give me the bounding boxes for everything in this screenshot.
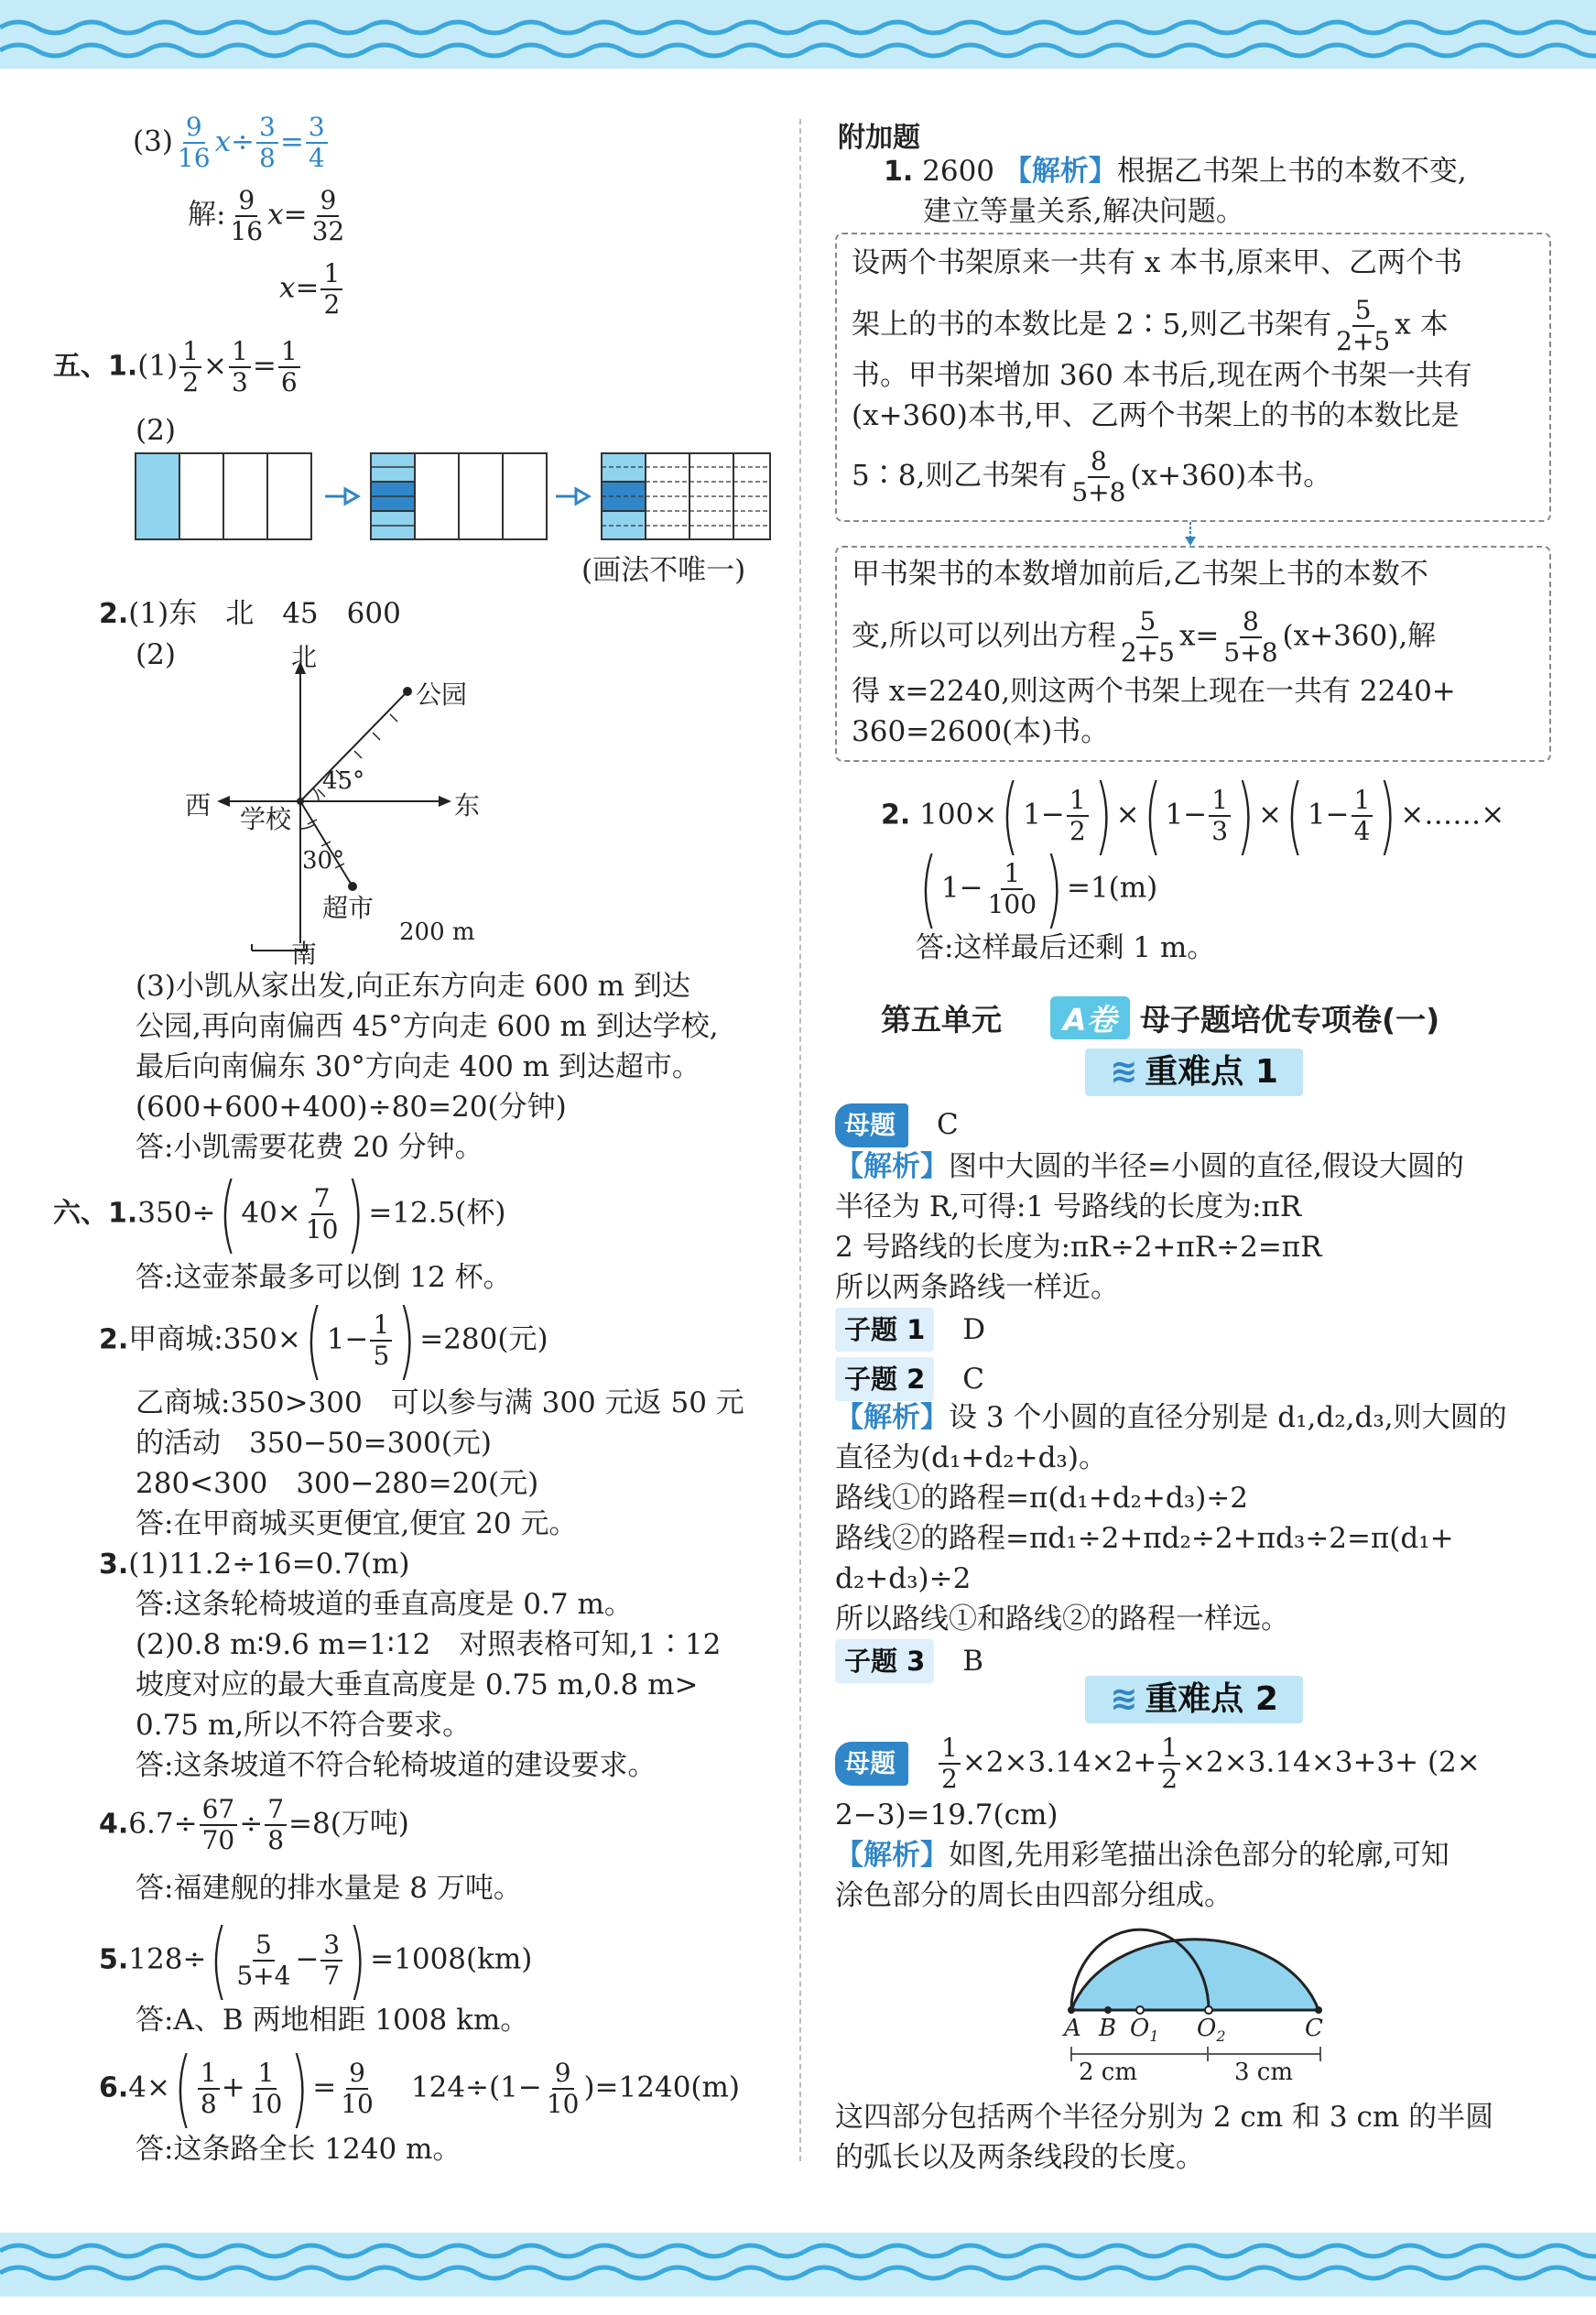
q2-label: 2.	[99, 598, 129, 630]
op: ÷	[239, 1807, 264, 1841]
q2-3-line: 公园,再向南偏西 45°方向走 600 m 到达学校,	[136, 1010, 719, 1043]
arrow-2-icon	[556, 489, 589, 504]
key-point-label: 重难点 2	[1145, 1680, 1278, 1718]
s6-q2-line: 答:在甲商城买更便宜,便宜 20 元。	[136, 1507, 578, 1540]
e1-text: 建立等量关系,解决问题。	[923, 195, 1244, 228]
paren-close: )	[290, 2039, 309, 2137]
paper-badge: A卷	[1050, 996, 1130, 1039]
label-angle-45: 45°	[322, 767, 365, 795]
expr-pre: 350÷	[137, 1196, 216, 1230]
frac-num: 9	[552, 2060, 574, 2090]
point-C: C	[1305, 2015, 1323, 2042]
paren-open: (	[1286, 766, 1304, 864]
frac-den: 8	[267, 1825, 285, 1855]
frac-den: 4	[1353, 816, 1371, 846]
var-x: x=	[267, 198, 308, 232]
label-park: 公园	[416, 679, 468, 710]
q3-label: (3)	[133, 125, 173, 158]
s6-q3-line: 0.75 m,所以不符合要求。	[136, 1709, 472, 1742]
e1-line-1	[884, 151, 1467, 192]
m2-analysis-1	[835, 1835, 1449, 1875]
sub2-text: 直径为(d₁+d₂+d₃)。	[835, 1441, 1107, 1474]
paren-open: (	[1143, 766, 1162, 864]
frac-den: 16	[230, 216, 264, 246]
frac-num: 67	[200, 1797, 238, 1826]
box1-line: 书。甲书架增加 360 本书后,现在两个书架一共有	[852, 359, 1472, 392]
analysis-tag: 【解析】	[835, 1401, 949, 1434]
column-divider	[799, 119, 801, 2161]
expr-mid: 1−	[326, 1322, 369, 1356]
unit-name: 第五单元	[881, 1002, 1002, 1038]
frac-num: 3	[306, 114, 328, 144]
box1-text: 架上的书的本数比是 2∶5,则乙书架有	[852, 308, 1332, 342]
op: −	[295, 1942, 320, 1976]
q-label: 5.	[99, 1943, 129, 1976]
expr-part: ×2×3.14×3+3+ (2×	[1182, 1745, 1481, 1779]
s6-q3-line-1	[99, 1544, 410, 1585]
op: =	[279, 125, 304, 158]
var-x: x	[214, 125, 232, 158]
box2-text: 变,所以可以列出方程	[852, 619, 1116, 653]
s6-q3-line: 答:这条坡道不符合轮椅坡道的建设要求。	[136, 1749, 657, 1782]
frac-num: 1	[1001, 861, 1023, 890]
point-O1-letter: O	[1130, 2015, 1150, 2042]
analysis-tag: 【解析】	[835, 1150, 949, 1183]
box2-line: 甲书架书的本数增加前后,乙书架上书的本数不	[852, 558, 1428, 591]
mother-2	[835, 1735, 1481, 1792]
box1-text: x 本	[1395, 308, 1449, 342]
expr-mid: 40×	[241, 1196, 301, 1230]
frac-den: 2+5	[1120, 637, 1175, 668]
paren-open: (	[1001, 766, 1020, 864]
key-point-2	[1085, 1676, 1303, 1723]
point-O1	[1130, 2015, 1159, 2045]
frac-den: 8	[259, 143, 276, 173]
box1-line: (x+360)本书,甲、乙两个书架上的书的本数比是	[852, 399, 1460, 432]
frac-num: 5	[1136, 609, 1158, 638]
paren-open: (	[919, 840, 938, 938]
frac-den: 2	[1069, 816, 1086, 846]
q-label: 2.	[99, 1323, 129, 1356]
sub2-text: 路线②的路程=πd₁÷2+πd₂÷2+πd₃÷2=π(d₁+	[835, 1522, 1454, 1555]
frac-den: 2+5	[1336, 326, 1391, 356]
frac-den: 10	[249, 2089, 283, 2119]
paren-open: (	[174, 2039, 192, 2137]
label-west: 西	[185, 790, 212, 821]
grid-2	[371, 453, 547, 539]
q2-sub-2: (2)	[136, 638, 176, 671]
frac-den: 5+8	[1071, 477, 1126, 507]
e2-answer: 答:这样最后还剩 1 m。	[916, 931, 1216, 964]
s6-answer-1: 答:这壶茶最多可以倒 12 杯。	[136, 1261, 512, 1294]
unit-title	[881, 996, 1439, 1039]
m1-text: 半径为 R,可得:1 号路线的长度为:πR	[835, 1190, 1302, 1223]
e2-line-2	[916, 840, 1158, 938]
answer: D	[962, 1313, 986, 1346]
frac-den: 3	[232, 367, 248, 397]
frac-num: 5	[1352, 298, 1374, 327]
frac-num: 3	[320, 1932, 342, 1962]
expr-post: =1(m)	[1066, 871, 1158, 905]
frac-num: 1	[229, 339, 251, 368]
m1-text: 所以两条路线一样近。	[835, 1271, 1119, 1304]
solution-line-1	[188, 185, 349, 246]
e1-text: 根据乙书架上书的本数不变,	[1116, 155, 1467, 188]
m1-text: 2 号路线的长度为:πR÷2+πR÷2=πR	[835, 1231, 1322, 1264]
frac-den: 5+4	[236, 1961, 291, 1991]
frac-num: 3	[256, 114, 278, 144]
expr-mid: 124÷(1−	[410, 2070, 542, 2104]
s6-q4	[99, 1794, 409, 1855]
draw-note: (画法不唯一)	[581, 554, 746, 587]
sub2-text: 设 3 个小圆的直径分别是 d₁,d₂,d₃,则大圆的	[949, 1401, 1507, 1434]
op: ×	[1257, 798, 1282, 831]
frac-num: 1	[255, 2060, 277, 2090]
analysis-tag: 【解析】	[835, 1839, 949, 1872]
fraction-drawing	[133, 451, 774, 551]
var-x: x=	[279, 271, 320, 305]
expr-post: =280(元)	[419, 1322, 548, 1356]
top-wave-band	[0, 0, 1596, 82]
length-3cm: 3 cm	[1234, 2059, 1294, 2086]
q3-equation	[133, 114, 330, 171]
paren-close: )	[1236, 766, 1254, 864]
sub-1	[835, 1308, 985, 1352]
s6-q3-line: (2)0.8 m∶9.6 m=1∶12 对照表格可知,1∶12	[136, 1628, 722, 1661]
q2-3-line: 答:小凯需要花费 20 分钟。	[136, 1131, 483, 1164]
frac-den: 7	[323, 1961, 341, 1991]
frac-num: 9	[317, 188, 339, 217]
frac-den: 10	[305, 1214, 339, 1244]
s6-q5	[99, 1911, 533, 2009]
mother-tag: 母题	[835, 1103, 908, 1147]
q2-3-line: 最后向南偏东 30°方向走 400 m 到达超市。	[136, 1050, 700, 1083]
frac-den: 16	[177, 143, 211, 173]
op: =	[252, 349, 277, 383]
s6-q1	[53, 1165, 506, 1263]
paren-close: )	[1045, 840, 1063, 938]
m2-text: 涂色部分的周长由四部分组成。	[835, 1879, 1232, 1912]
expr-part: 1−	[1307, 798, 1350, 831]
frac-den: 2	[941, 1764, 958, 1794]
expr-post: )=1240(m)	[583, 2070, 740, 2104]
paren-close: )	[1378, 766, 1397, 864]
wave-icon: ≋	[1110, 1053, 1138, 1091]
label-scale: 200 m	[399, 918, 475, 946]
s6-q3-line: 坡度对应的最大垂直高度是 0.75 m,0.8 m>	[136, 1668, 699, 1701]
box1-line-5	[852, 446, 1332, 507]
frac-num: 1	[198, 2060, 220, 2090]
sub-label: (1)	[137, 349, 179, 383]
expr-pre: 100×	[919, 798, 998, 831]
frac-num: 1	[179, 339, 201, 368]
frac-den: 10	[341, 2089, 374, 2119]
expr-tail: ×……×	[1400, 798, 1505, 831]
down-arrow-icon	[1181, 520, 1200, 548]
sub-3	[835, 1639, 983, 1683]
expr-part: ×2×3.14×2+	[961, 1745, 1157, 1779]
frac-den: 6	[280, 367, 298, 397]
sub2-line-1	[835, 1397, 1507, 1438]
mother-1	[835, 1103, 959, 1147]
sub2-text: 路线①的路程=π(d₁+d₂+d₃)÷2	[835, 1482, 1248, 1515]
box1-text: 5∶8,则乙书架有	[852, 459, 1068, 493]
e2-line-1	[881, 766, 1505, 864]
section-6-label: 六、1.	[53, 1197, 138, 1230]
answer: C	[937, 1108, 959, 1141]
point-B: B	[1099, 2015, 1117, 2042]
box2-text: (x+360),解	[1282, 619, 1437, 653]
s6-answer-5: 答:A、B 两地相距 1008 km。	[136, 2004, 529, 2037]
frac-num: 7	[265, 1797, 287, 1826]
frac-den: 5	[373, 1341, 390, 1371]
frac-num: 1	[939, 1735, 961, 1765]
box1-line: 设两个书架原来一共有 x 本书,原来甲、乙两个书	[852, 246, 1463, 279]
m1-line-1	[835, 1147, 1464, 1187]
answer: C	[962, 1363, 985, 1396]
frac-den: 10	[546, 2089, 580, 2119]
point-O2-letter: O	[1197, 2015, 1217, 2042]
q2-line-1	[99, 593, 401, 635]
s6-q6	[99, 2039, 740, 2137]
frac-den: 70	[201, 1825, 235, 1855]
label-north: 北	[291, 642, 318, 672]
frac-den: 3	[1211, 816, 1229, 846]
bottom-wave-band	[0, 2233, 1596, 2315]
expr-post: =12.5(杯)	[368, 1196, 506, 1230]
expr-pre: 4×	[128, 2070, 170, 2104]
paper-title: 母子题培优专项卷(一)	[1140, 1002, 1440, 1038]
s5-q2-label: (2)	[136, 414, 176, 447]
expr-pre: 甲商城:350×	[128, 1322, 301, 1356]
frac-num: 1	[1209, 788, 1231, 817]
frac-den: 2	[182, 367, 200, 397]
final-text: 的弧长以及两条线段的长度。	[835, 2141, 1204, 2174]
q2-3-line: (600+600+400)÷80=20(分钟)	[136, 1091, 567, 1124]
frac-num: 1	[1352, 788, 1373, 817]
analysis-tag: 【解析】	[1003, 155, 1117, 188]
frac-den: 2	[323, 289, 341, 320]
frac-num: 8	[1088, 449, 1110, 478]
s6-q2	[99, 1291, 548, 1389]
sub-tag: 子题 3	[835, 1639, 934, 1683]
paren-close: )	[346, 1165, 365, 1263]
s6-q2-line: 乙商城:350>300 可以参与满 300 元返 50 元	[136, 1386, 744, 1419]
point-O2-sub: 2	[1216, 2027, 1226, 2046]
frac-den: 4	[308, 143, 325, 173]
frac-num: 1	[1158, 1735, 1180, 1765]
m2-line-2: 2−3)=19.7(cm)	[835, 1799, 1059, 1831]
s6-q2-line: 的活动 350−50=300(元)	[136, 1427, 492, 1460]
length-2cm: 2 cm	[1079, 2059, 1138, 2086]
q-label: 1.	[884, 156, 914, 188]
frac-den: 100	[987, 889, 1037, 919]
m1-text: 图中大圆的半径=小圆的直径,假设大圆的	[949, 1150, 1464, 1183]
q-label: 4.	[99, 1808, 129, 1841]
frac-num: 8	[1240, 609, 1262, 638]
paren-close: )	[1093, 766, 1113, 864]
box2-line-2	[852, 606, 1437, 668]
wave-icon: ≋	[1110, 1680, 1138, 1718]
q-label: 3.	[99, 1549, 129, 1581]
point-A: A	[1064, 2015, 1081, 2042]
sub2-text: 所以路线①和路线②的路程一样远。	[835, 1603, 1289, 1636]
q2-answer-1: (1)东 北 45 600	[128, 597, 401, 630]
label-east: 东	[454, 790, 481, 821]
paren-open: (	[219, 1165, 238, 1263]
s6-q3-line: (1)11.2÷16=0.7(m)	[128, 1548, 410, 1581]
frac-num: 5	[253, 1932, 275, 1962]
grid-3	[602, 453, 770, 539]
box2-line: 得 x=2240,则这两个书架上现在一共有 2240+	[852, 675, 1456, 708]
frac-den: 32	[311, 216, 345, 246]
s6-answer-6: 答:这条路全长 1240 m。	[136, 2133, 461, 2166]
op: +	[221, 2070, 245, 2104]
label-school: 学校	[240, 804, 292, 834]
frac-num: 1	[1067, 788, 1089, 817]
frac-num: 1	[370, 1312, 392, 1342]
extra-title: 附加题	[838, 122, 920, 154]
op: =	[312, 2070, 337, 2104]
expr-pre: 6.7÷	[128, 1807, 198, 1841]
sub-tag: 子题 1	[835, 1308, 934, 1352]
frac-num: 1	[278, 339, 300, 368]
point-O1-sub: 1	[1149, 2027, 1159, 2046]
frac-num: 9	[346, 2060, 368, 2090]
s6-answer-4: 答:福建舰的排水量是 8 万吨。	[136, 1872, 522, 1905]
s5-q1	[53, 336, 302, 397]
frac-den: 8	[200, 2089, 217, 2119]
sub2-text: d₂+d₃)÷2	[835, 1562, 972, 1595]
s6-q2-line: 280<300 300−280=20(元)	[136, 1467, 539, 1500]
sub-tag: 子题 2	[835, 1357, 934, 1401]
label-south: 南	[291, 939, 318, 969]
op: ÷	[231, 125, 255, 158]
box1-line-2	[852, 295, 1449, 356]
expr-part: 1−	[1023, 798, 1065, 831]
key-point-1	[1085, 1049, 1303, 1096]
final-text: 这四部分包括两个半径分别为 2 cm 和 3 cm 的半圆	[835, 2101, 1494, 2134]
box2-text: x=	[1178, 619, 1220, 653]
arrow-1-icon	[325, 489, 358, 504]
frac-num: 1	[320, 261, 342, 290]
expr-part: 1−	[1165, 798, 1208, 831]
m2-text: 如图,先用彩笔描出涂色部分的轮廓,可知	[949, 1839, 1449, 1872]
op: ×	[203, 349, 228, 383]
q2-3-line: (3)小凯从家出发,向正东方向走 600 m 到达	[136, 970, 690, 1003]
frac-num: 9	[183, 114, 205, 144]
expr-post: =8(万吨)	[288, 1807, 409, 1841]
q-label: 6.	[99, 2071, 129, 2104]
mother-tag: 母题	[835, 1742, 908, 1786]
label-angle-30: 30°	[302, 847, 345, 875]
sub-2	[835, 1357, 984, 1401]
sol-label: 解:	[188, 198, 226, 232]
paren-open: (	[210, 1911, 229, 2009]
grid-1	[136, 453, 311, 539]
e1-answer: 2600	[922, 155, 995, 188]
box2-line: 360=2600(本)书。	[852, 715, 1110, 748]
answer: B	[962, 1645, 984, 1678]
frac-den: 2	[1161, 1764, 1178, 1794]
section-5-label: 五、1.	[53, 350, 138, 383]
frac-num: 9	[235, 188, 257, 217]
frac-den: 5+8	[1223, 637, 1278, 668]
s6-q3-line: 答:这条轮椅坡道的垂直高度是 0.7 m。	[136, 1588, 633, 1621]
solution-line-2	[279, 258, 344, 320]
q-label: 2.	[881, 799, 911, 831]
paren-close: )	[397, 1291, 417, 1389]
point-O2	[1197, 2015, 1226, 2045]
key-point-label: 重难点 1	[1145, 1053, 1278, 1091]
op: ×	[1115, 798, 1140, 831]
paren-close: )	[348, 1911, 367, 2009]
semicircle-figure	[1053, 1909, 1337, 2028]
expr-pre: 128÷	[128, 1942, 207, 1976]
label-market: 超市	[322, 893, 375, 923]
expr-part: 1−	[940, 871, 983, 905]
box1-text: (x+360)本书。	[1130, 459, 1332, 493]
frac-num: 7	[311, 1186, 333, 1215]
expr-post: =1008(km)	[370, 1942, 533, 1976]
paren-open: (	[304, 1291, 323, 1389]
